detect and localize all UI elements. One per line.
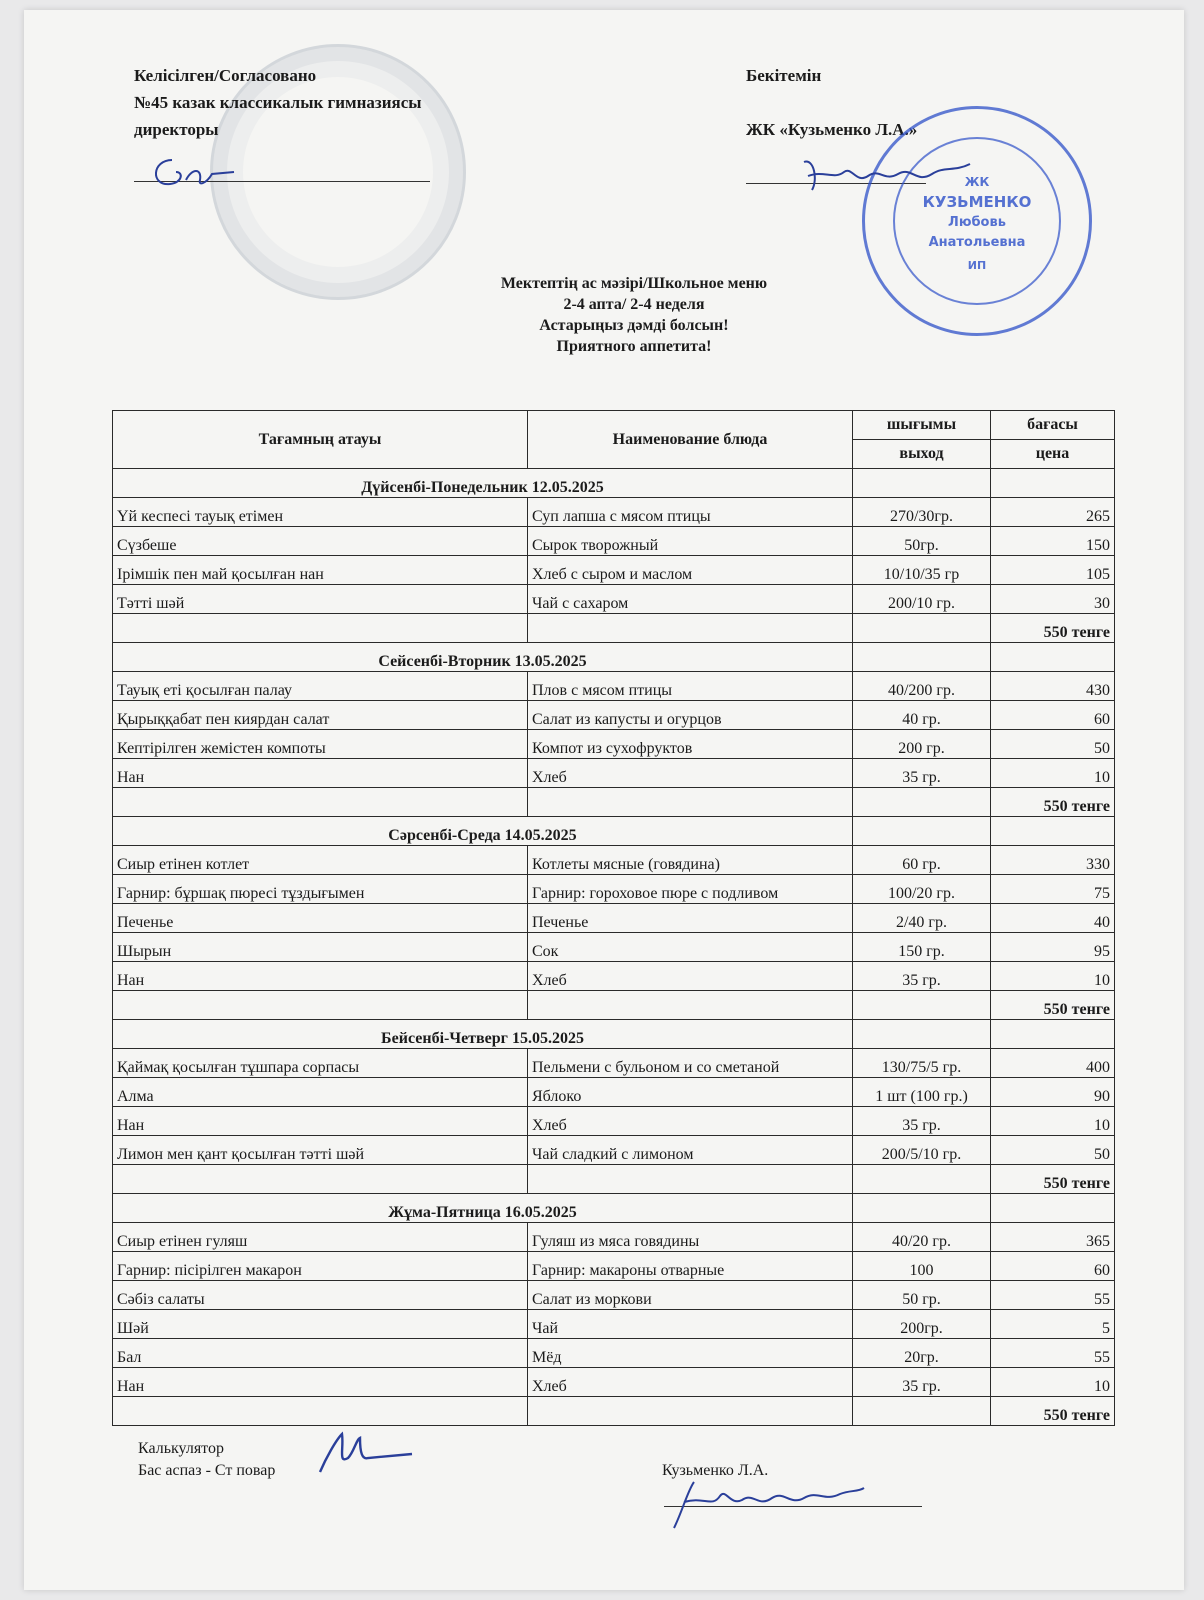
entrepreneur-stamp: ЖК КУЗЬМЕНКО Любовь Анатольевна ИП [862,106,1092,336]
dish-price: 400 [991,1049,1115,1078]
menu-item-row [113,904,1115,933]
menu-item-row [113,498,1115,527]
dish-price: 150 [991,527,1115,556]
dish-name-kz: Гарнир: пісірілген макарон [113,1252,528,1281]
school-name: №45 казак классикалык гимназиясы [134,93,422,112]
column-header-kz: Тағамның атауы [113,411,528,469]
dish-price: 55 [991,1281,1115,1310]
dish-name-ru: Чай с сахаром [528,585,853,614]
dish-price: 330 [991,846,1115,875]
dish-name-ru: Печенье [528,904,853,933]
dish-name-ru: Гарнир: гороховое пюре с подливом [528,875,853,904]
dish-price: 95 [991,933,1115,962]
menu-item-row [113,933,1115,962]
dish-name-ru: Хлеб [528,962,853,991]
dish-price: 90 [991,1078,1115,1107]
dish-output: 60 гр. [853,846,991,875]
dish-name-kz: Ірімшік пен май қосылған нан [113,556,528,585]
menu-item-row [113,1078,1115,1107]
day-header-row [113,469,1115,498]
dish-price: 30 [991,585,1115,614]
dish-name-kz: Сүзбеше [113,527,528,556]
dish-name-kz: Лимон мен қант қосылған тәтті шәй [113,1136,528,1165]
dish-name-kz: Қаймақ қосылған тұшпара сорпасы [113,1049,528,1078]
day-label: Жұма-Пятница 16.05.2025 [113,1194,853,1223]
menu-item-row [113,1310,1115,1339]
dish-price: 10 [991,962,1115,991]
dish-name-kz: Тауық еті қосылған палау [113,672,528,701]
dish-name-kz: Гарнир: бұршақ пюресі тұздығымен [113,875,528,904]
dish-output: 20гр. [853,1339,991,1368]
day-total-row [113,614,1115,643]
menu-item-row [113,1049,1115,1078]
menu-item-row [113,1339,1115,1368]
day-label: Сәрсенбі-Среда 14.05.2025 [113,817,853,846]
director-signature [142,150,252,194]
footer-roles [138,1438,275,1482]
day-label: Сейсенбі-Вторник 13.05.2025 [113,643,853,672]
dish-name-kz: Нан [113,1107,528,1136]
dish-price: 105 [991,556,1115,585]
menu-item-row [113,846,1115,875]
dish-output: 2/40 гр. [853,904,991,933]
dish-output: 40 гр. [853,701,991,730]
dish-name-kz: Қырыққабат пен киярдан салат [113,701,528,730]
dish-name-kz: Тәтті шәй [113,585,528,614]
dish-output: 40/20 гр. [853,1223,991,1252]
day-total: 550 тенге [991,991,1115,1020]
dish-name-ru: Сок [528,933,853,962]
dish-name-kz: Шырын [113,933,528,962]
dish-output: 100/20 гр. [853,875,991,904]
dish-name-ru: Пельмени с бульоном и со сметаной [528,1049,853,1078]
dish-price: 50 [991,1136,1115,1165]
day-total: 550 тенге [991,614,1115,643]
dish-output: 35 гр. [853,1107,991,1136]
menu-item-row [113,672,1115,701]
day-total: 550 тенге [991,788,1115,817]
menu-item-row [113,875,1115,904]
column-header-price-ru: цена [991,440,1115,469]
dish-name-kz: Сәбіз салаты [113,1281,528,1310]
dish-name-ru: Хлеб [528,1107,853,1136]
menu-item-row [113,701,1115,730]
day-header-row [113,643,1115,672]
menu-item-row [113,759,1115,788]
dish-name-kz: Нан [113,1368,528,1397]
dish-name-ru: Гуляш из мяса говядины [528,1223,853,1252]
day-total: 550 тенге [991,1165,1115,1194]
entrepreneur-signature [794,150,994,200]
dish-output: 10/10/35 гр [853,556,991,585]
day-label: Бейсенбі-Четверг 15.05.2025 [113,1020,853,1049]
menu-table [112,410,1115,1426]
dish-price: 75 [991,875,1115,904]
dish-output: 100 [853,1252,991,1281]
dish-price: 365 [991,1223,1115,1252]
day-label: Дүйсенбі-Понедельник 12.05.2025 [113,469,853,498]
dish-name-ru: Хлеб [528,1368,853,1397]
menu-item-row [113,1223,1115,1252]
menu-item-row [113,1107,1115,1136]
dish-price: 265 [991,498,1115,527]
day-total-row [113,788,1115,817]
dish-price: 10 [991,759,1115,788]
menu-item-row [113,1281,1115,1310]
chef-signature [312,1428,422,1480]
dish-price: 60 [991,701,1115,730]
dish-price: 50 [991,730,1115,759]
dish-output: 50гр. [853,527,991,556]
day-total: 550 тенге [991,1397,1115,1426]
dish-name-kz: Шәй [113,1310,528,1339]
column-header-ru: Наименование блюда [528,411,853,469]
day-header-row [113,817,1115,846]
dish-name-kz: Бал [113,1339,528,1368]
dish-output: 1 шт (100 гр.) [853,1078,991,1107]
day-header-row [113,1194,1115,1223]
menu-item-row [113,1252,1115,1281]
column-header-output-ru: выход [853,440,991,469]
dish-price: 40 [991,904,1115,933]
day-total-row [113,1397,1115,1426]
dish-price: 10 [991,1107,1115,1136]
dish-name-ru: Хлеб с сыром и маслом [528,556,853,585]
dish-name-kz: Кептірілген жемістен компоты [113,730,528,759]
dish-output: 200гр. [853,1310,991,1339]
dish-name-kz: Печенье [113,904,528,933]
document-page [24,10,1184,1590]
dish-output: 130/75/5 гр. [853,1049,991,1078]
dish-name-ru: Чай [528,1310,853,1339]
dish-output: 200/10 гр. [853,585,991,614]
dish-name-ru: Компот из сухофруктов [528,730,853,759]
day-total-row [113,1165,1115,1194]
dish-output: 200/5/10 гр. [853,1136,991,1165]
menu-item-row [113,585,1115,614]
approval-block-left [134,62,422,143]
dish-output: 40/200 гр. [853,672,991,701]
column-header-price-kz: бағасы [991,411,1115,440]
menu-item-row [113,527,1115,556]
dish-name-ru: Мёд [528,1339,853,1368]
dish-name-kz: Сиыр етінен котлет [113,846,528,875]
dish-name-ru: Чай сладкий с лимоном [528,1136,853,1165]
dish-name-ru: Салат из моркови [528,1281,853,1310]
approval-block-right [746,62,917,143]
dish-price: 10 [991,1368,1115,1397]
dish-price: 430 [991,672,1115,701]
menu-item-row [113,1368,1115,1397]
dish-name-ru: Гарнир: макароны отварные [528,1252,853,1281]
approved-label: Келісілген/Согласовано [134,66,317,85]
approve-label: Бекітемін [746,66,822,85]
dish-output: 35 гр. [853,759,991,788]
dish-name-ru: Хлеб [528,759,853,788]
day-total-row [113,991,1115,1020]
menu-item-row [113,730,1115,759]
dish-price: 5 [991,1310,1115,1339]
dish-name-kz: Сиыр етінен гуляш [113,1223,528,1252]
dish-name-kz: Нан [113,962,528,991]
dish-name-kz: Үй кеспесі тауық етімен [113,498,528,527]
dish-name-ru: Сырок творожный [528,527,853,556]
dish-price: 55 [991,1339,1115,1368]
menu-title: Мектептің ас мәзірі/Школьное меню 2-4 апта/ 2-4 неделя Астарыңыз дәмді болсын! Приятного аппетита! [500,275,768,355]
menu-item-row [113,962,1115,991]
dish-name-ru: Яблоко [528,1078,853,1107]
dish-output: 200 гр. [853,730,991,759]
dish-output: 50 гр. [853,1281,991,1310]
dish-name-ru: Котлеты мясные (говядина) [528,846,853,875]
entrepreneur-name: ЖК «Кузьменко Л.А.» [746,120,918,139]
dish-name-kz: Нан [113,759,528,788]
dish-name-ru: Салат из капусты и огурцов [528,701,853,730]
column-header-output-kz: шығымы [853,411,991,440]
day-header-row [113,1020,1115,1049]
dish-name-ru: Суп лапша с мясом птицы [528,498,853,527]
dish-output: 35 гр. [853,1368,991,1397]
footer-name: Кузьменко Л.А. [662,1462,769,1479]
footer-signature [664,1472,874,1538]
table-header-row [113,411,1115,440]
dish-output: 270/30гр. [853,498,991,527]
dish-name-kz: Алма [113,1078,528,1107]
menu-item-row [113,1136,1115,1165]
dish-output: 150 гр. [853,933,991,962]
role-chef: Бас аспаз - Ст повар [138,1462,276,1479]
menu-item-row [113,556,1115,585]
dish-output: 35 гр. [853,962,991,991]
dish-name-ru: Плов с мясом птицы [528,672,853,701]
director-label: директоры [134,120,219,139]
role-calculator: Калькулятор [138,1440,224,1457]
dish-price: 60 [991,1252,1115,1281]
